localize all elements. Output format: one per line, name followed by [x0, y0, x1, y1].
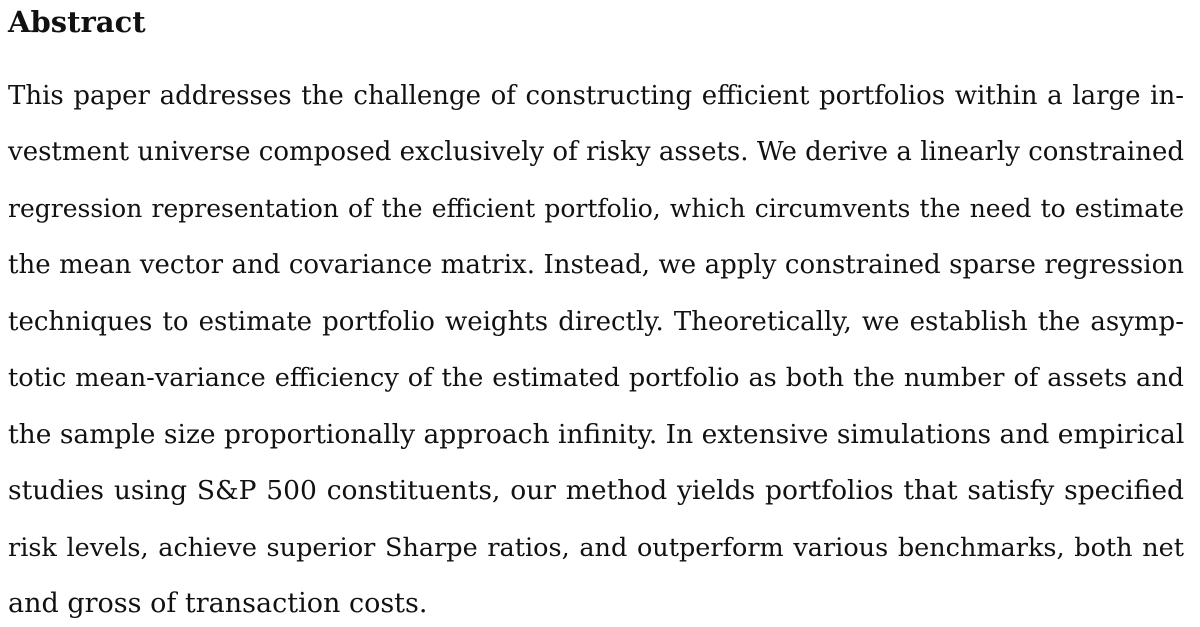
abstract-line: totic mean-variance efficiency of the estimated portfolio as both the number of assets and	[8, 363, 1184, 393]
abstract-line: the mean vector and covariance matrix. Instead, we apply constrained sparse regression	[8, 250, 1184, 280]
abstract-line: vestment universe composed exclusively of risky assets. We derive a linearly constrained	[8, 137, 1184, 167]
abstract-line: regression representation of the efficient portfolio, which circumvents the need to estimate	[8, 194, 1184, 223]
paper-page	[8, 0, 1184, 627]
abstract-line: and gross of transaction costs.	[8, 588, 428, 619]
abstract-line: risk levels, achieve superior Sharpe ratios, and outperform various benchmarks, both net	[8, 533, 1184, 563]
abstract-line: studies using S&P 500 constituents, our method yields portfolios that satisfy specified	[8, 475, 1184, 506]
abstract-line: This paper addresses the challenge of constructing efficient portfolios within a large in-	[8, 81, 1184, 111]
abstract-line: techniques to estimate portfolio weights directly. Theoretically, we establish the asymp-	[8, 307, 1184, 337]
abstract-heading: Abstract	[8, 5, 146, 39]
abstract-line: the sample size proportionally approach infinity. In extensive simulations and empirical	[8, 419, 1185, 450]
